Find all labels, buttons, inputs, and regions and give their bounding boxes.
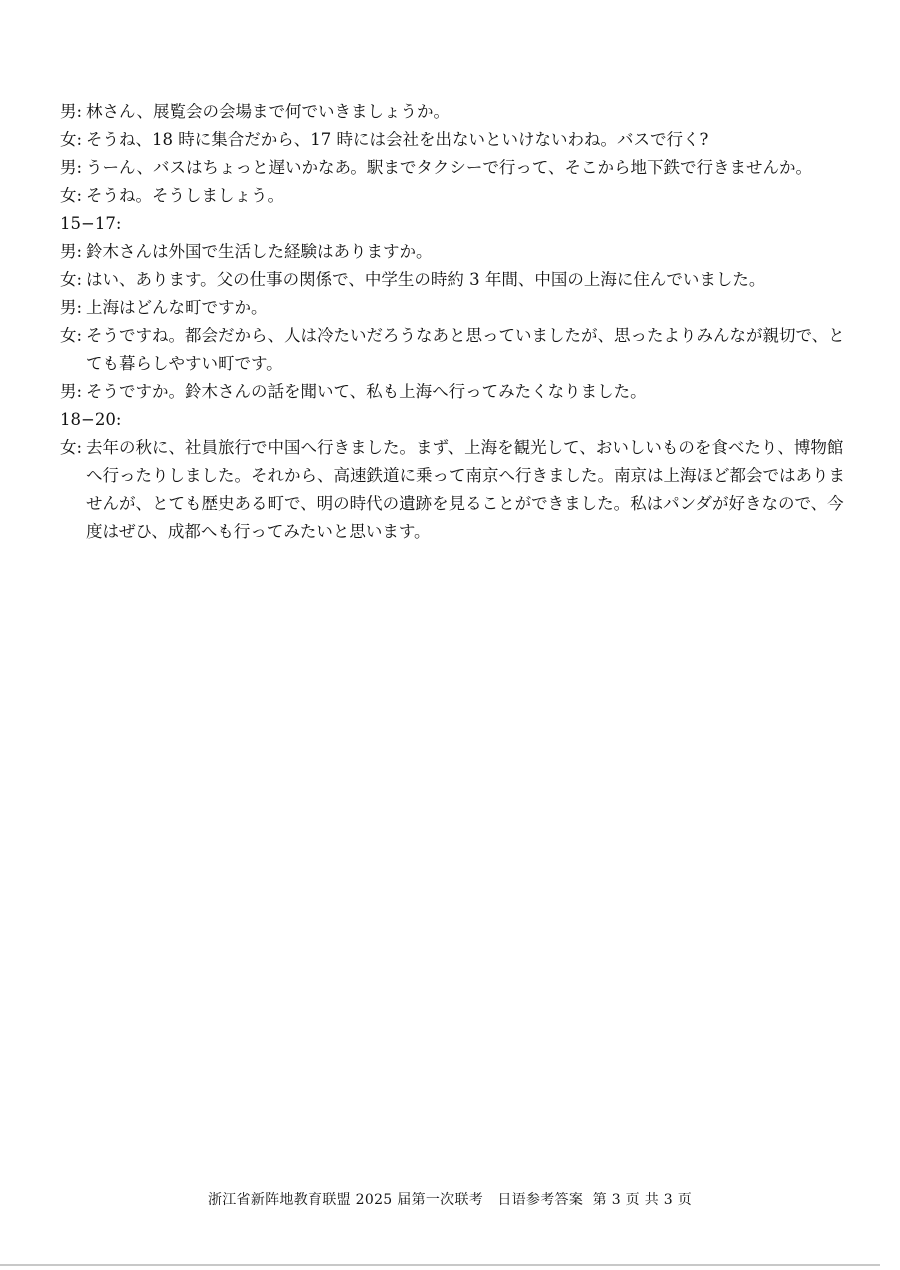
- question-range-heading: 18−20:: [60, 410, 122, 429]
- subject-label: 日语参考答案: [497, 1192, 584, 1208]
- dialogue-line: [60, 238, 850, 266]
- speaker-label: 女:: [60, 270, 83, 289]
- utterance-text: そうね、18 時に集合だから、17 時には会社を出ないといけないわね。バスで行く?: [86, 130, 709, 149]
- speaker-label: 男:: [60, 298, 83, 317]
- exam-name: 浙江省新阵地教育联盟 2025 届第一次联考: [207, 1192, 484, 1208]
- page-bottom-edge: [0, 1264, 880, 1266]
- utterance-text: そうね。そうしましょう。: [86, 186, 284, 205]
- utterance-text: そうですね。都会だから、人は冷たいだろうなあと思っていましたが、思ったよりみんなが親切で、とても暮らしやすい町です。: [86, 326, 845, 373]
- dialogue-line: [60, 266, 850, 294]
- speaker-label: 女:: [60, 130, 83, 149]
- dialogue-line: [60, 154, 850, 182]
- dialogue-line: [60, 322, 850, 378]
- dialogue-line: [60, 434, 850, 546]
- utterance-text: そうですか。鈴木さんの話を聞いて、私も上海へ行ってみたくなりました。: [86, 382, 647, 401]
- speaker-label: 男:: [60, 158, 83, 177]
- page-footer: [0, 1188, 900, 1212]
- utterance-text: 去年の秋に、社員旅行で中国へ行きました。まず、上海を観光して、おいしいものを食べたり、博物館へ行ったりしました。それから、高速鉄道に乗って南京へ行きました。南京は上海ほど都会ではありませんが、とても歴史ある町で、明の時代の遺跡を見ることができました。私はパンダが好きなので、今度はぜひ、成都へも行ってみたいと思います。: [86, 438, 845, 541]
- speaker-label: 女:: [60, 326, 83, 345]
- dialogue-line: [60, 182, 850, 210]
- page-number: 第 3 页 共 3 页: [592, 1192, 693, 1208]
- listening-transcript: [60, 98, 850, 546]
- utterance-text: はい、あります。父の仕事の関係で、中学生の時約 3 年間、中国の上海に住んでいました。: [86, 270, 766, 289]
- speaker-label: 女:: [60, 438, 83, 457]
- utterance-text: うーん、バスはちょっと遅いかなあ。駅までタクシーで行って、そこから地下鉄で行きませんか。: [86, 158, 812, 177]
- question-range-heading: 15−17:: [60, 214, 122, 233]
- speaker-label: 男:: [60, 242, 83, 261]
- utterance-text: 上海はどんな町ですか。: [86, 298, 268, 317]
- dialogue-line: [60, 126, 850, 154]
- dialogue-line: [60, 294, 850, 322]
- dialogue-line: [60, 98, 850, 126]
- speaker-label: 女:: [60, 186, 83, 205]
- speaker-label: 男:: [60, 382, 83, 401]
- speaker-label: 男:: [60, 102, 83, 121]
- utterance-text: 鈴木さんは外国で生活した経験はありますか。: [86, 242, 433, 261]
- dialogue-line: [60, 378, 850, 406]
- utterance-text: 林さん、展覧会の会場まで何でいきましょうか。: [86, 102, 450, 121]
